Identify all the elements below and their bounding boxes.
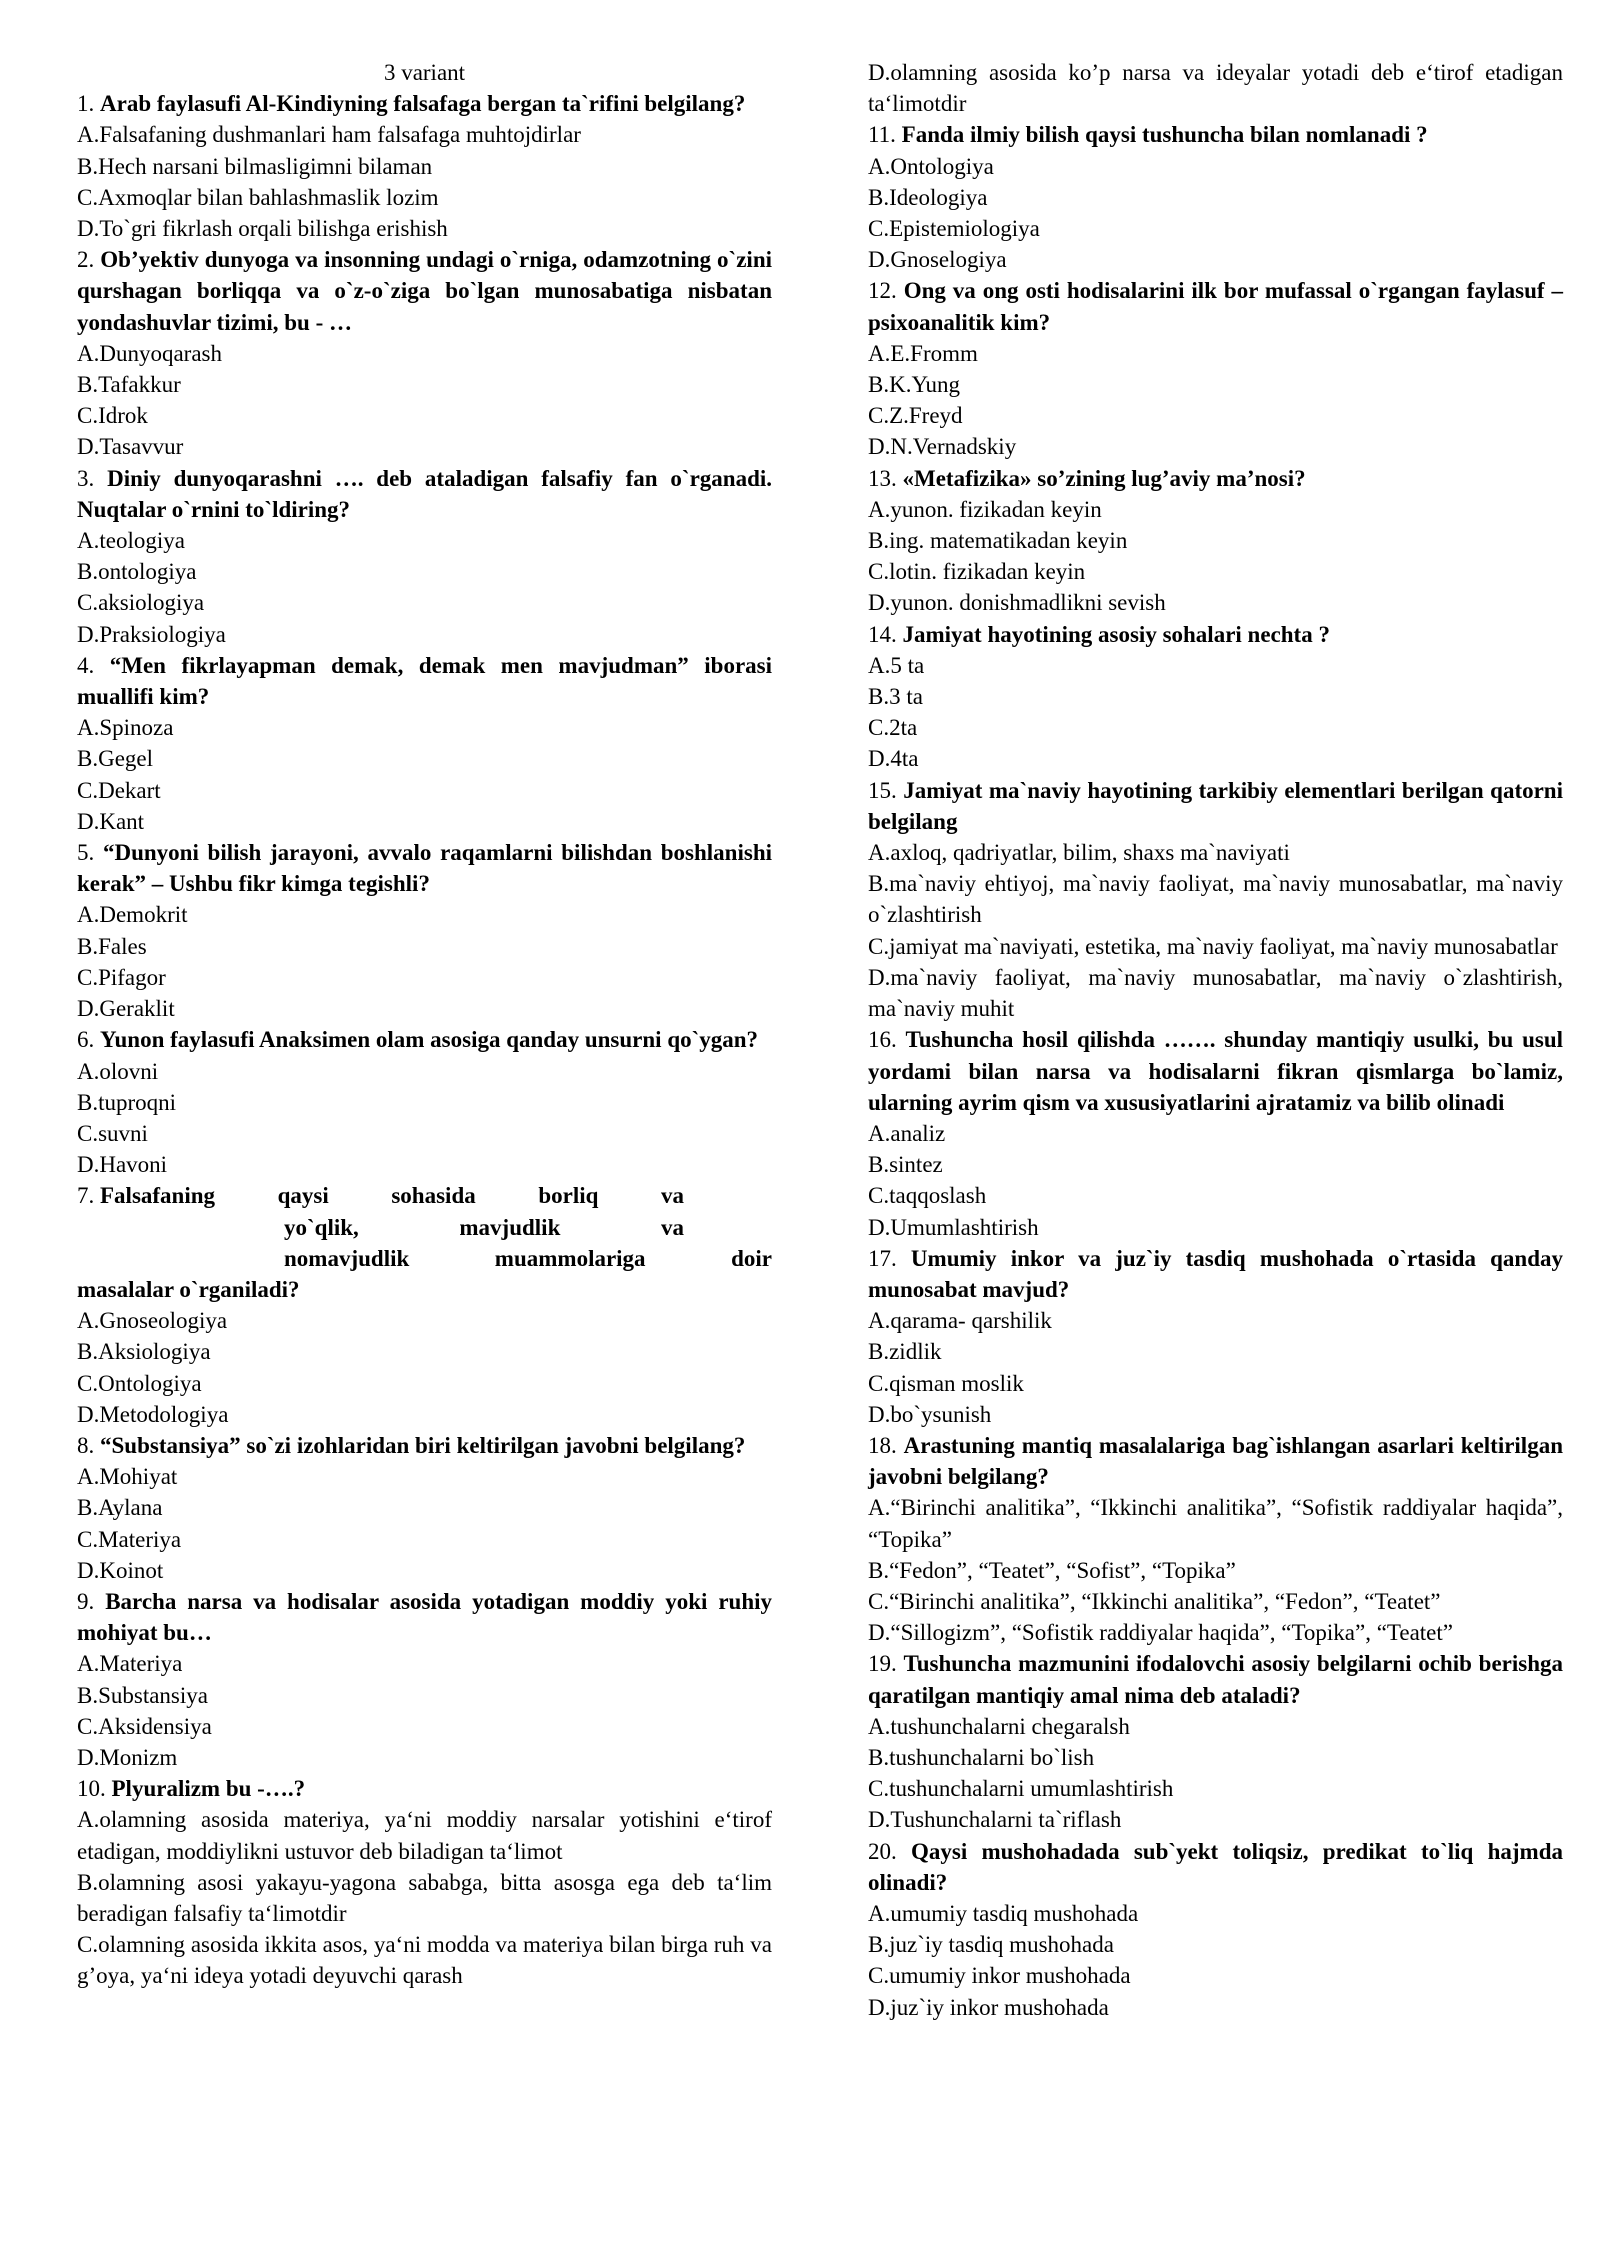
question-number: 7. <box>77 1183 95 1209</box>
question-text: Barcha narsa va hodisalar asosida yotadigan moddiy yoki ruhiy mohiyat bu… <box>77 1588 773 1646</box>
question-text: Tushuncha mazmunini ifodalovchi asosiy belgilarni ochib berishga qaratilgan mantiqiy amal nima deb ataladi? <box>868 1651 1563 1708</box>
question-word: sohasida <box>391 1183 476 1209</box>
answer-option: A.Falsafaning dushmanlari ham falsafaga muhtojdirlar <box>77 122 581 148</box>
answer-option: D.Praksiologiya <box>77 621 226 647</box>
answer-option: C.taqqoslash <box>868 1183 987 1209</box>
answer-option: D.4ta <box>868 746 919 772</box>
question-number: 5. <box>77 840 95 866</box>
question-text: Umumiy inkor va juz`iy tasdiq mushohada o`rtasida qanday munosabat mavjud? <box>868 1245 1564 1302</box>
answer-option: B.sintez <box>868 1152 943 1178</box>
answer-option: A.Demokrit <box>77 902 188 928</box>
answer-option: C.Epistemiologiya <box>868 216 1040 242</box>
answer-option: C.2ta <box>868 715 918 741</box>
question-word: muammolariga <box>494 1245 646 1271</box>
question-word: qaysi <box>277 1183 329 1209</box>
question-number: 8. <box>77 1432 95 1458</box>
question-text: “Dunyoni bilish jarayoni, avvalo raqamlarni bilishdan boshlanishi kerak” – Ushbu fikr kimga tegishli? <box>77 840 773 897</box>
question <box>868 463 1563 494</box>
answer-option: D.yunon. donishmadlikni sevish <box>868 590 1166 616</box>
answer-option: A.Ontologiya <box>868 153 994 179</box>
answer-option: A.5 ta <box>868 652 925 678</box>
answer-option: D.Kant <box>77 808 145 834</box>
answer-option: D.ma`naviy faoliyat, ma`naviy munosabatlar, ma`naviy o`zlashtirish, ma`naviy muhit <box>868 964 1563 1022</box>
answer-option: A.yunon. fizikadan keyin <box>868 496 1102 522</box>
question-number: 12. <box>868 278 897 304</box>
answer-option: B.Ideologiya <box>868 184 988 210</box>
question-number: 1. <box>77 91 95 117</box>
question <box>77 88 772 119</box>
answer-option: D.Geraklit <box>77 996 175 1022</box>
answer-option: A.olamning asosida materiya, ya‘ni moddiy narsalar yotishini e‘tirof etadigan, moddiylikni ustuvor deb biladigan ta‘limot <box>77 1807 772 1864</box>
answer-option: B.3 ta <box>868 684 923 710</box>
question <box>77 1180 772 1305</box>
answer-option: A.Materiya <box>77 1651 183 1677</box>
answer-option: A.Mohiyat <box>77 1464 178 1490</box>
answer-option: B.ing. matematikadan keyin <box>868 528 1128 554</box>
question-word: va <box>661 1183 684 1209</box>
answer-option: D.Metodologiya <box>77 1401 229 1427</box>
variant-title: 3 variant <box>383 60 466 85</box>
question <box>868 1024 1563 1118</box>
answer-option: A.E.Fromm <box>868 340 978 366</box>
question-text: Arab faylasufi Al-Kindiyning falsafaga bergan ta`rifini belgilang? <box>100 91 746 117</box>
question-number: 6. <box>77 1027 95 1053</box>
question <box>868 1243 1563 1305</box>
answer-option: C.“Birinchi analitika”, “Ikkinchi analitika”, “Fedon”, “Teatet” <box>868 1588 1441 1614</box>
answer-option: C.suvni <box>77 1120 148 1146</box>
question-number: 15. <box>868 777 897 803</box>
question-text: Diniy dunyoqarashni …. deb ataladigan falsafiy fan o`rganadi. Nuqtalar o`rnini to`ldiring? <box>77 465 772 522</box>
answer-option: B.tuproqni <box>77 1089 177 1115</box>
answer-option: B.Tafakkur <box>77 372 181 398</box>
question-text: «Metafizika» so’zining lug’aviy ma’nosi? <box>902 465 1306 491</box>
answer-option: B.olamning asosi yakayu-yagona sababga, bitta asosga ega deb ta‘lim beradigan falsafiy ta‘limotdir <box>77 1869 772 1926</box>
answer-option: D.N.Vernadskiy <box>868 434 1017 460</box>
question <box>77 1430 772 1461</box>
question <box>77 650 772 712</box>
question-word: masalalar o`rganiladi? <box>77 1276 300 1302</box>
question <box>77 837 772 899</box>
question <box>868 1648 1563 1710</box>
question-number: 13. <box>868 465 897 491</box>
question-text: Arastuning mantiq masalalariga bag`ishlangan asarlari keltirilgan javobni belgilang? <box>868 1432 1563 1490</box>
question <box>77 244 772 338</box>
answer-option: D.To`gri fikrlash orqali bilishga erishish <box>77 216 448 242</box>
question-word: nomavjudlik <box>284 1245 410 1271</box>
answer-option: D.“Sillogizm”, “Sofistik raddiyalar haqida”, “Topika”, “Teatet” <box>868 1620 1453 1646</box>
question-text: Qaysi mushohadada sub`yekt toliqsiz, predikat to`liq hajmda olinadi? <box>868 1838 1563 1895</box>
question <box>77 1773 772 1804</box>
question-text: Ob’yektiv dunyoga va insonning undagi o`rniga, odamzotning o`zini qurshagan borliqqa va o`z-o`ziga bo`lgan munosabatiga nisbatan yondashuvlar tizimi, bu - … <box>77 247 772 335</box>
answer-option: C.aksiologiya <box>77 590 205 616</box>
question-number: 16. <box>868 1027 897 1053</box>
answer-option: C.Idrok <box>77 403 148 429</box>
question-word: borliq <box>538 1183 599 1209</box>
question-word: va <box>660 1214 684 1240</box>
question-number: 18. <box>868 1432 897 1458</box>
question-text: Yunon faylasufi Anaksimen olam asosiga qanday unsurni qo`ygan? <box>100 1027 759 1053</box>
answer-option: C.qisman moslik <box>868 1370 1024 1396</box>
option-continued: D.olamning asosida ko’p narsa va ideyalar yotadi deb e‘tirof etadigan ta‘limotdir <box>868 60 1563 117</box>
question-word: mavjudlik <box>459 1214 561 1240</box>
question <box>868 619 1563 650</box>
question-number: 20. <box>868 1838 897 1864</box>
answer-option: C.Aksidensiya <box>77 1713 212 1739</box>
question-number: 9. <box>77 1588 95 1614</box>
question-word: yo`qlik, <box>284 1214 359 1240</box>
question-text: Tushuncha hosil qilishda ……. shunday mantiqiy usulki, bu usul yordami bilan narsa va hodisalarni fikran qismlarga bo`lamiz, ularning ayrim qism va xususiyatlarini ajratamiz va bilib olinadi <box>868 1027 1564 1115</box>
left-column <box>77 57 772 1992</box>
answer-option: C.umumiy inkor mushohada <box>868 1963 1131 1989</box>
question-text: Jamiyat hayotining asosiy sohalari nechta ? <box>902 621 1330 647</box>
answer-option: B.ma`naviy ehtiyoj, ma`naviy faoliyat, ma`naviy munosabatlar, ma`naviy o`zlashtirish <box>868 871 1563 928</box>
question <box>77 1024 772 1055</box>
answer-option: C.olamning asosida ikkita asos, ya‘ni modda va materiya bilan birga ruh va g’oya, ya‘ni ideya yotadi deyuvchi qarash <box>77 1932 772 1989</box>
answer-option: B.tushunchalarni bo`lish <box>868 1744 1095 1770</box>
answer-option: D.bo`ysunish <box>868 1401 992 1427</box>
answer-option: A.teologiya <box>77 528 185 554</box>
answer-option: C.lotin. fizikadan keyin <box>868 559 1086 585</box>
question-number: 10. <box>77 1776 106 1802</box>
question <box>868 119 1563 150</box>
answer-option: B.Gegel <box>77 746 154 772</box>
answer-option: A.Dunyoqarash <box>77 340 222 366</box>
question <box>77 1586 772 1648</box>
question <box>868 1836 1563 1898</box>
question-text: “Men fikrlayapman demak, demak men mavjudman” iborasi muallifi kim? <box>77 652 772 710</box>
question <box>868 275 1563 337</box>
question-word: Falsafaning <box>100 1183 216 1209</box>
question-number: 2. <box>77 247 95 273</box>
question <box>868 775 1563 837</box>
answer-option: C.Z.Freyd <box>868 403 963 429</box>
question-text: Fanda ilmiy bilish qaysi tushuncha bilan nomlanadi ? <box>901 122 1428 148</box>
question <box>77 463 772 525</box>
right-column <box>868 57 1563 2023</box>
answer-option: B.Substansiya <box>77 1682 208 1708</box>
answer-option: B.juz`iy tasdiq mushohada <box>868 1932 1114 1958</box>
answer-option: C.Axmoqlar bilan bahlashmaslik lozim <box>77 184 439 210</box>
answer-option: C.Dekart <box>77 777 161 803</box>
answer-option: D.Monizm <box>77 1744 178 1770</box>
question <box>868 1430 1563 1492</box>
answer-option: D.Gnoselogiya <box>868 247 1007 273</box>
answer-option: B.ontologiya <box>77 559 197 585</box>
answer-option: A.umumiy tasdiq mushohada <box>868 1900 1139 1926</box>
question-text: Ong va ong osti hodisalarini ilk bor mufassal o`rgangan faylasuf – psixoanalitik kim? <box>868 278 1564 335</box>
answer-option: C.Ontologiya <box>77 1370 202 1396</box>
answer-option: D.Tasavvur <box>77 434 184 460</box>
question-text: “Substansiya” so`zi izohlaridan biri keltirilgan javobni belgilang? <box>100 1432 746 1458</box>
question-text: Jamiyat ma`naviy hayotining tarkibiy elementlari berilgan qatorni belgilang <box>868 777 1563 834</box>
answer-option: C.jamiyat ma`naviyati, estetika, ma`naviy faoliyat, ma`naviy munosabatlar <box>868 933 1558 959</box>
question-number: 4. <box>77 652 95 678</box>
answer-option: D.Havoni <box>77 1152 168 1178</box>
answer-option: C.tushunchalarni umumlashtirish <box>868 1776 1174 1802</box>
answer-option: B.Aksiologiya <box>77 1339 211 1365</box>
answer-option: D.Umumlashtirish <box>868 1214 1039 1240</box>
answer-option: A.axloq, qadriyatlar, bilim, shaxs ma`naviyati <box>868 840 1290 866</box>
answer-option: B.Fales <box>77 933 147 959</box>
answer-option: A.qarama- qarshilik <box>868 1308 1052 1334</box>
answer-option: A.Gnoseologiya <box>77 1308 228 1334</box>
question-number: 11. <box>868 122 896 148</box>
answer-option: A.Spinoza <box>77 715 174 741</box>
answer-option: D.Tushunchalarni ta`riflash <box>868 1807 1122 1833</box>
question-number: 3. <box>77 465 95 491</box>
answer-option: C.Pifagor <box>77 964 166 990</box>
answer-option: A.“Birinchi analitika”, “Ikkinchi analitika”, “Sofistik raddiyalar haqida”, “Topika” <box>868 1495 1563 1552</box>
answer-option: D.Koinot <box>77 1557 164 1583</box>
answer-option: B.Aylana <box>77 1495 163 1521</box>
answer-option: B.“Fedon”, “Teatet”, “Sofist”, “Topika” <box>868 1557 1236 1583</box>
answer-option: C.Materiya <box>77 1526 182 1552</box>
answer-option: A.olovni <box>77 1058 159 1084</box>
answer-option: D.juz`iy inkor mushohada <box>868 1994 1109 2020</box>
question-number: 19. <box>868 1651 897 1677</box>
answer-option: B.Hech narsani bilmasligimni bilaman <box>77 153 433 179</box>
answer-option: A.analiz <box>868 1120 946 1146</box>
question-text: Plyuralizm bu -….? <box>111 1776 306 1802</box>
question-number: 17. <box>868 1245 897 1271</box>
answer-option: B.K.Yung <box>868 372 961 398</box>
question-number: 14. <box>868 621 897 647</box>
answer-option: A.tushunchalarni chegaralsh <box>868 1713 1130 1739</box>
question-word: doir <box>731 1245 772 1271</box>
answer-option: B.zidlik <box>868 1339 942 1365</box>
